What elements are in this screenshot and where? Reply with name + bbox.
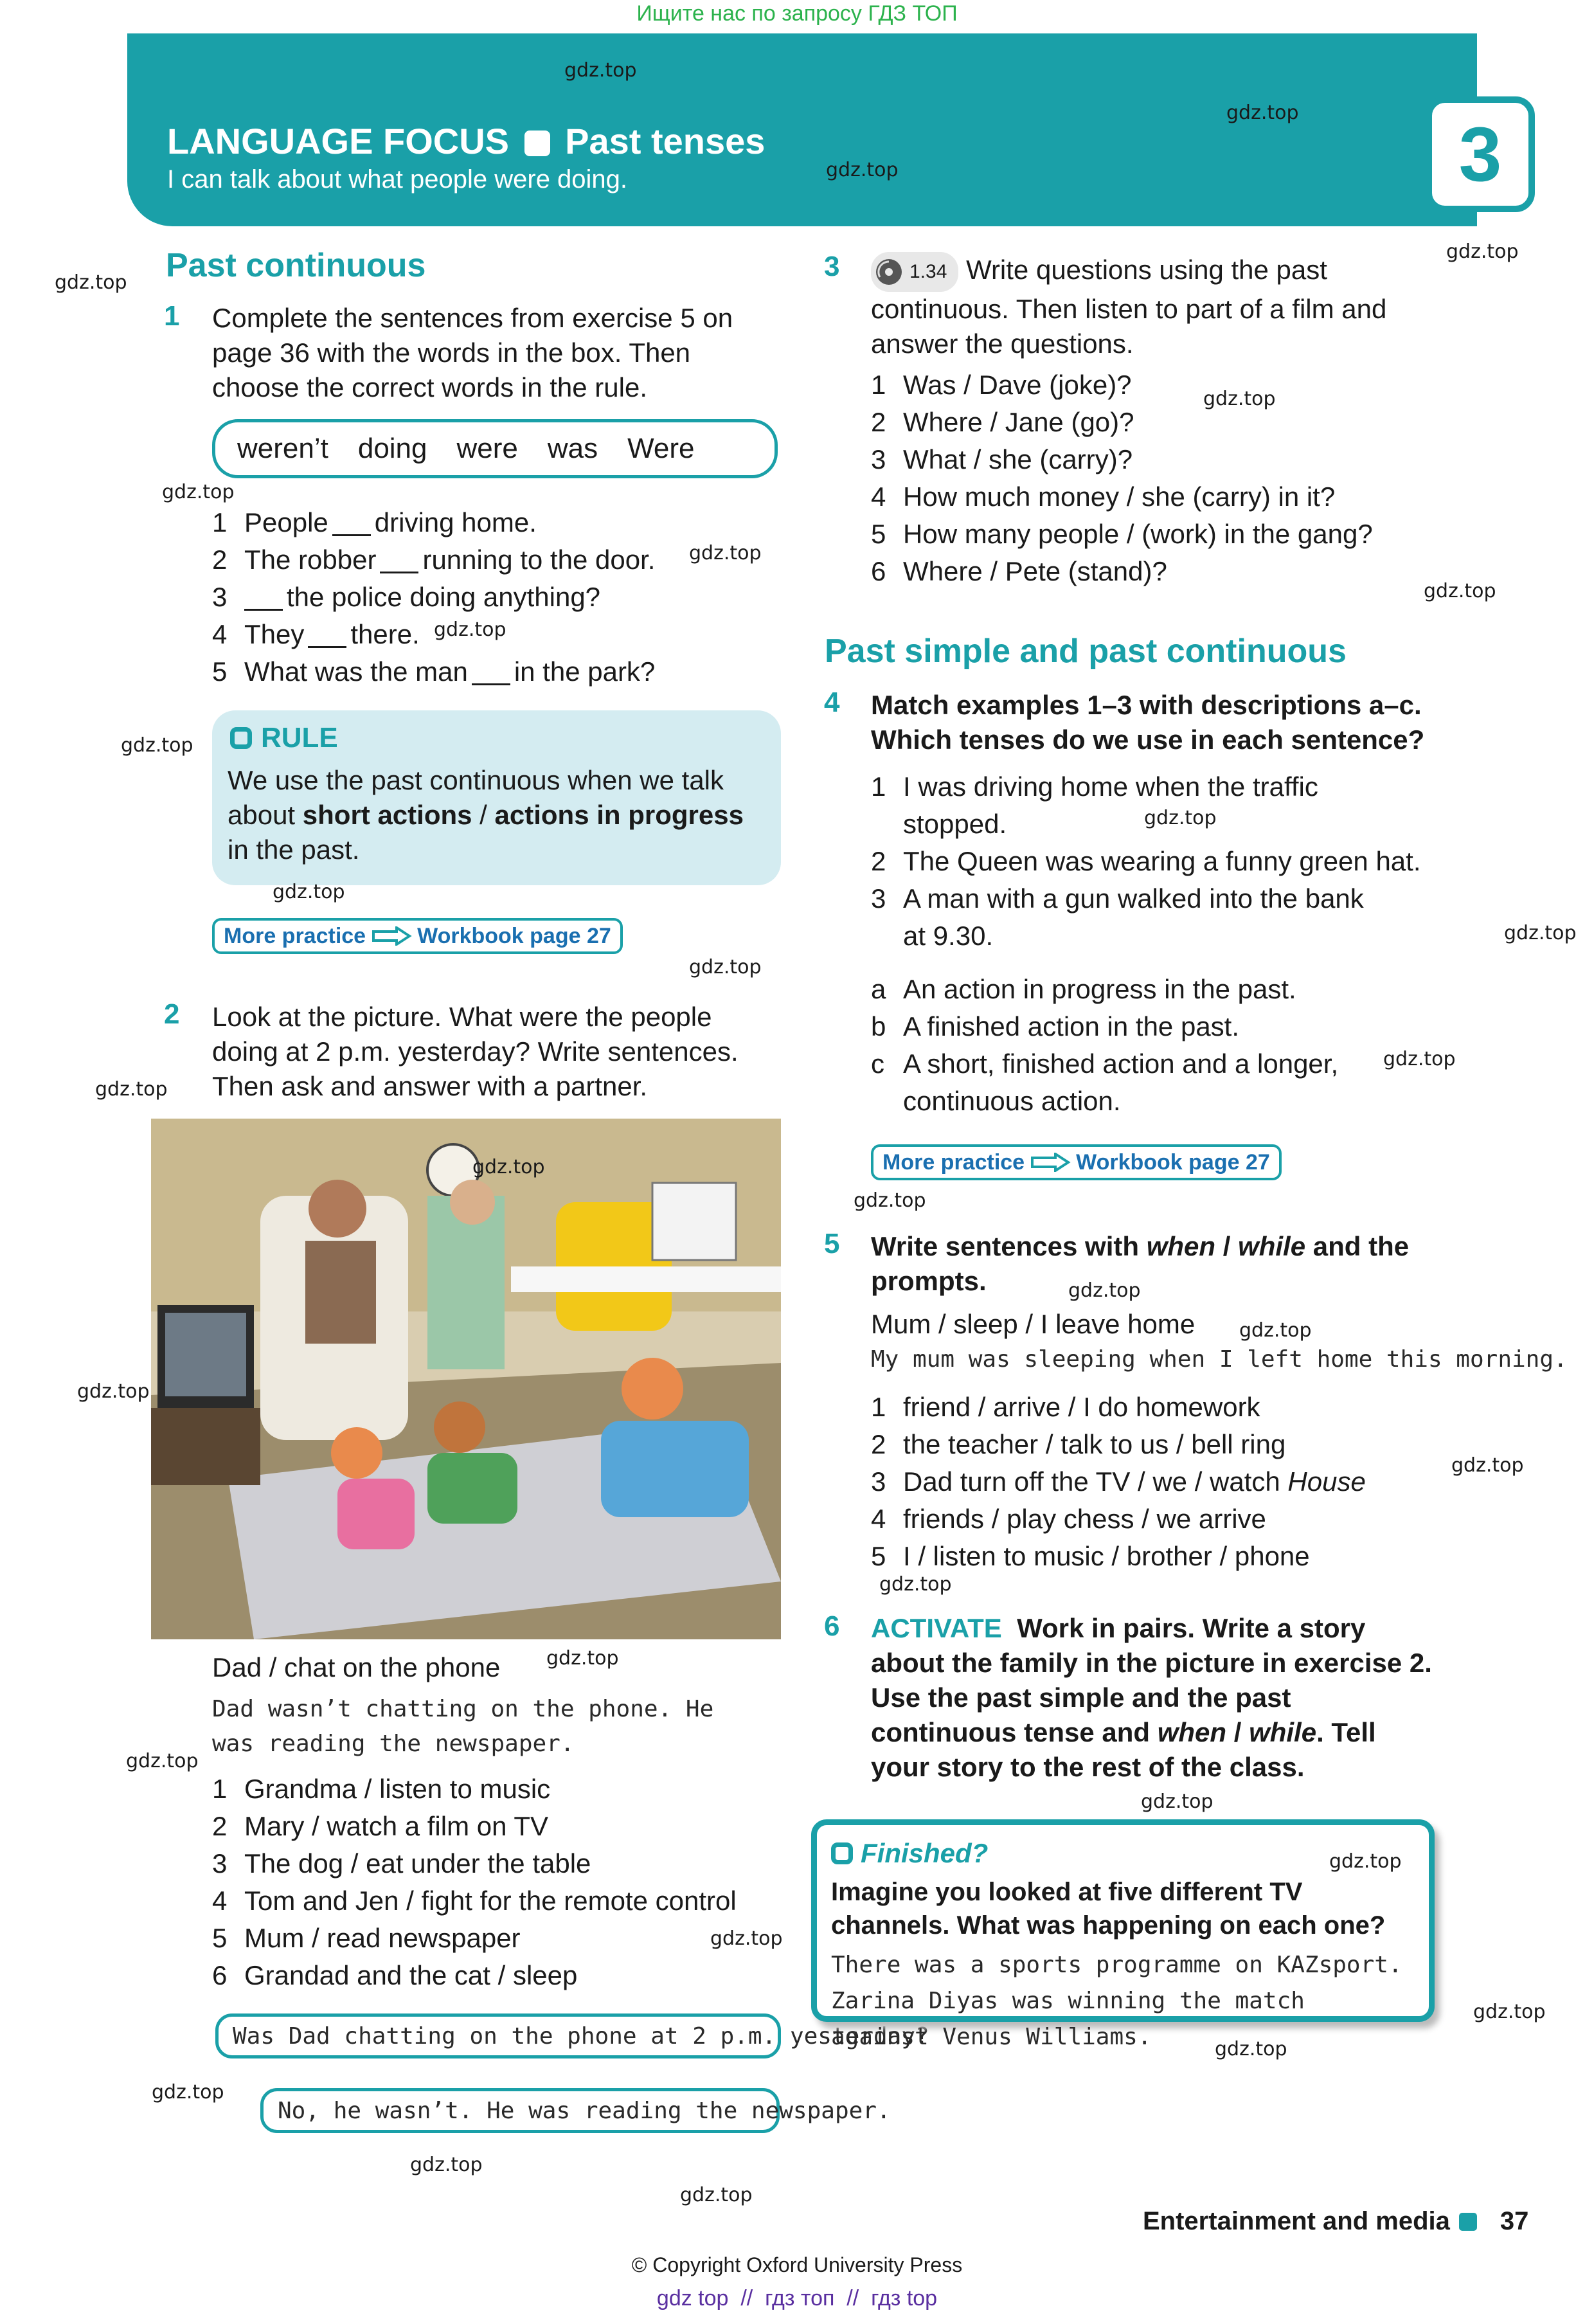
page-footer — [1143, 2207, 1528, 2236]
list-item: 1 People driving home. — [212, 504, 655, 541]
word-box-item: doing — [357, 433, 427, 464]
exercise-2-instruction: Look at the picture. What were the people doing at 2 p.m. yesterday? Write sentences. Then ask and answer with a partner. — [212, 1002, 739, 1101]
list-item: c A short, finished action and a longer, — [871, 1049, 1339, 1079]
exercise-6-number: 6 — [824, 1610, 840, 1642]
watermark: gdz.top — [826, 159, 899, 181]
square-bullet-icon — [524, 131, 550, 156]
exercise-1-items — [212, 504, 655, 690]
watermark: gdz.top — [1215, 2038, 1287, 2060]
gap-blank — [308, 611, 346, 648]
page-title: LANGUAGE FOCUS Past tenses — [167, 121, 766, 161]
list-item: 1 friend / arrive / I do homework — [871, 1392, 1260, 1422]
list-item: 3 The dog / eat under the table — [212, 1848, 591, 1878]
word-box-item: Were — [627, 433, 695, 464]
exercise-4-examples: 1 I was driving home when the traffic stopped. 2 The Queen was wearing a funny green hat. 3 A man with a gun walked into the bank at 9.30. — [871, 768, 1421, 955]
list-item: 4 Tom and Jen / fight for the remote control — [212, 1886, 737, 1916]
exercise-3-instruction: 1.34 Write questions using the past continuous. Then listen to part of a film and answer the questions. — [871, 252, 1437, 361]
top-notice: Ищите нас по запросу ГДЗ ТОП — [636, 1, 958, 26]
speech-bubble-question: Was Dad chatting on the phone at 2 p.m. yesterday? — [215, 2013, 781, 2058]
rule-option-b: actions in progress — [494, 800, 744, 830]
rule-text: We use the past continuous when we talk about short actions / actions in progress in the past. — [228, 765, 744, 865]
list-item: 2 the teacher / talk to us / bell ring — [871, 1429, 1286, 1459]
gap-blank — [244, 573, 283, 611]
arrow-right-icon — [1030, 1153, 1071, 1172]
cd-audio-icon — [875, 258, 903, 286]
page-number: 37 — [1500, 2207, 1529, 2235]
list-item: 4 They there. — [212, 616, 655, 653]
watermark: gdz.top — [273, 881, 345, 903]
watermark: gdz.top — [854, 1189, 926, 1212]
exercise-2-example-prompt: Dad / chat on the phone — [212, 1652, 501, 1682]
watermark: gdz.top — [680, 2184, 753, 2206]
list-item: 3 What / she (carry)? — [871, 444, 1133, 474]
watermark: gdz.top — [121, 734, 193, 757]
exercise-6-instruction: ACTIVATE Work in pairs. Write a story about the family in the picture in exercise 2. Use the past simple and the past continuous tense and when / while. Tell your story to the rest of the class. — [871, 1613, 1432, 1782]
word-box-item: was — [547, 433, 598, 464]
word-box-item: weren’t — [237, 433, 328, 464]
watermark: gdz.top — [710, 1927, 783, 1950]
gap-blank — [472, 648, 510, 685]
watermark: gdz.top — [1329, 1850, 1402, 1873]
list-item: 4 friends / play chess / we arrive — [871, 1504, 1266, 1534]
list-item: 6 Grandad and the cat / sleep — [212, 1960, 578, 1990]
word-box — [212, 419, 778, 478]
footer-links[interactable]: gdz top // гдз топ // гдз top — [656, 2286, 938, 2310]
watermark: gdz.top — [1383, 1048, 1456, 1070]
square-bullet-icon — [831, 1842, 853, 1864]
exercise-5-number: 5 — [824, 1228, 840, 1259]
list-item: 5 What was the man in the park? — [212, 653, 655, 690]
watermark: gdz.top — [1239, 1319, 1312, 1342]
watermark: gdz.top — [410, 2154, 483, 2176]
list-item: a An action in progress in the past. — [871, 974, 1296, 1004]
audio-track-button[interactable]: 1.34 — [871, 252, 958, 292]
square-bullet-icon — [230, 727, 252, 749]
watermark: gdz.top — [546, 1647, 619, 1670]
watermark: gdz.top — [879, 1573, 952, 1596]
watermark: gdz.top — [1446, 240, 1519, 263]
list-item: 1 Was / Dave (joke)? — [871, 370, 1132, 400]
footer-topic: Entertainment and media — [1143, 2207, 1450, 2235]
watermark: gdz.top — [472, 1156, 545, 1178]
list-item: 1 I was driving home when the traffic — [871, 771, 1318, 802]
header-banner — [127, 33, 1477, 226]
exercise-2-example-answer: Dad wasn’t chatting on the phone. He was reading the newspaper. — [212, 1696, 714, 1757]
activate-label: ACTIVATE — [871, 1613, 1002, 1643]
watermark: gdz.top — [1451, 1454, 1524, 1477]
finished-text: Imagine you looked at five different TV channels. What was happening on each one? — [831, 1878, 1386, 1940]
rule-option-a: short actions — [302, 800, 472, 830]
exercise-4-descriptions: a An action in progress in the past. b A finished action in the past. c A short, finished action and a longer, continuous action. — [871, 971, 1338, 1120]
watermark: gdz.top — [55, 271, 127, 294]
exercise-3-items — [871, 366, 1373, 590]
watermark: gdz.top — [1068, 1279, 1141, 1302]
family-living-room-illustration — [151, 1119, 781, 1639]
watermark: gdz.top — [1473, 2001, 1546, 2023]
list-item: b A finished action in the past. — [871, 1011, 1240, 1041]
watermark: gdz.top — [77, 1380, 150, 1403]
watermark: gdz.top — [1504, 922, 1577, 944]
exercise-2-number: 2 — [164, 998, 180, 1030]
square-bullet-icon — [1459, 2213, 1477, 2231]
list-item: 6 Where / Pete (stand)? — [871, 556, 1167, 586]
list-item: 4 How much money / she (carry) in it? — [871, 482, 1336, 512]
copyright: © Copyright Oxford University Press — [631, 2253, 963, 2276]
list-item: 5 I / listen to music / brother / phone — [871, 1541, 1310, 1571]
watermark: gdz.top — [152, 2081, 224, 2103]
unit-number-badge: 3 — [1426, 96, 1535, 212]
list-item: 3 Dad turn off the TV / we / watch House — [871, 1466, 1366, 1497]
watermark: gdz.top — [1226, 102, 1299, 124]
list-item: 1 Grandma / listen to music — [212, 1774, 551, 1804]
exercise-4-number: 4 — [824, 687, 840, 718]
speech-bubble-answer: No, he wasn’t. He was reading the newspaper. — [260, 2088, 780, 2133]
watermark: gdz.top — [434, 618, 506, 641]
watermark: gdz.top — [1424, 580, 1496, 602]
gap-blank — [380, 536, 418, 573]
exercise-1-instruction: Complete the sentences from exercise 5 on page 36 with the words in the box. Then choose the correct words in the rule. — [212, 303, 733, 402]
page-subtitle: I can talk about what people were doing. — [167, 165, 628, 194]
list-item: 2 Where / Jane (go)? — [871, 407, 1134, 437]
exercise-5-example-prompt: Mum / sleep / I leave home — [871, 1309, 1196, 1339]
watermark: gdz.top — [162, 481, 235, 503]
exercise-4-instruction: Match examples 1–3 with descriptions a–c. Which tenses do we use in each sentence? — [871, 690, 1425, 755]
watermark: gdz.top — [564, 59, 637, 82]
watermark: gdz.top — [126, 1750, 199, 1772]
finished-title: Finished? — [831, 1838, 988, 1869]
word-box-item: were — [456, 433, 518, 464]
more-practice-link[interactable]: More practice Workbook page 27 — [871, 1144, 1282, 1180]
list-item: 3 the police doing anything? — [212, 579, 655, 616]
exercise-3-number: 3 — [824, 251, 840, 282]
section-heading-past-simple-continuous: Past simple and past continuous — [825, 633, 1347, 670]
list-item: 3 A man with a gun walked into the bank — [871, 883, 1364, 914]
exercise-5-items — [871, 1389, 1366, 1575]
list-item: 5 How many people / (work) in the gang? — [871, 519, 1373, 549]
list-item: 2 Mary / watch a film on TV — [212, 1811, 549, 1841]
watermark: gdz.top — [95, 1078, 168, 1101]
watermark: gdz.top — [689, 542, 762, 564]
exercise-5-instruction: Write sentences with when / while and the prompts. — [871, 1231, 1410, 1296]
exercise-2-items — [212, 1770, 737, 1994]
watermark: gdz.top — [1144, 807, 1217, 829]
watermark: gdz.top — [689, 956, 762, 978]
list-item: 2 The Queen was wearing a funny green hat. — [871, 846, 1421, 876]
arrow-right-icon — [371, 926, 412, 946]
gap-blank — [332, 499, 371, 536]
rule-box — [212, 710, 781, 885]
list-item: 2 The robber running to the door. — [212, 541, 655, 579]
exercise-1-number: 1 — [164, 300, 180, 332]
watermark: gdz.top — [1141, 1790, 1213, 1813]
list-item: 5 Mum / read newspaper — [212, 1923, 521, 1953]
more-practice-link[interactable]: More practice Workbook page 27 — [212, 918, 623, 954]
finished-answer: There was a sports programme on KAZsport. Zarina Diyas was winning the match against Venus Williams. — [831, 1952, 1402, 2050]
section-heading-past-continuous: Past continuous — [166, 247, 426, 284]
exercise-5-example-answer: My mum was sleeping when I left home this morning. — [871, 1346, 1568, 1373]
rule-title: RULE — [230, 722, 338, 754]
watermark: gdz.top — [1203, 388, 1276, 410]
